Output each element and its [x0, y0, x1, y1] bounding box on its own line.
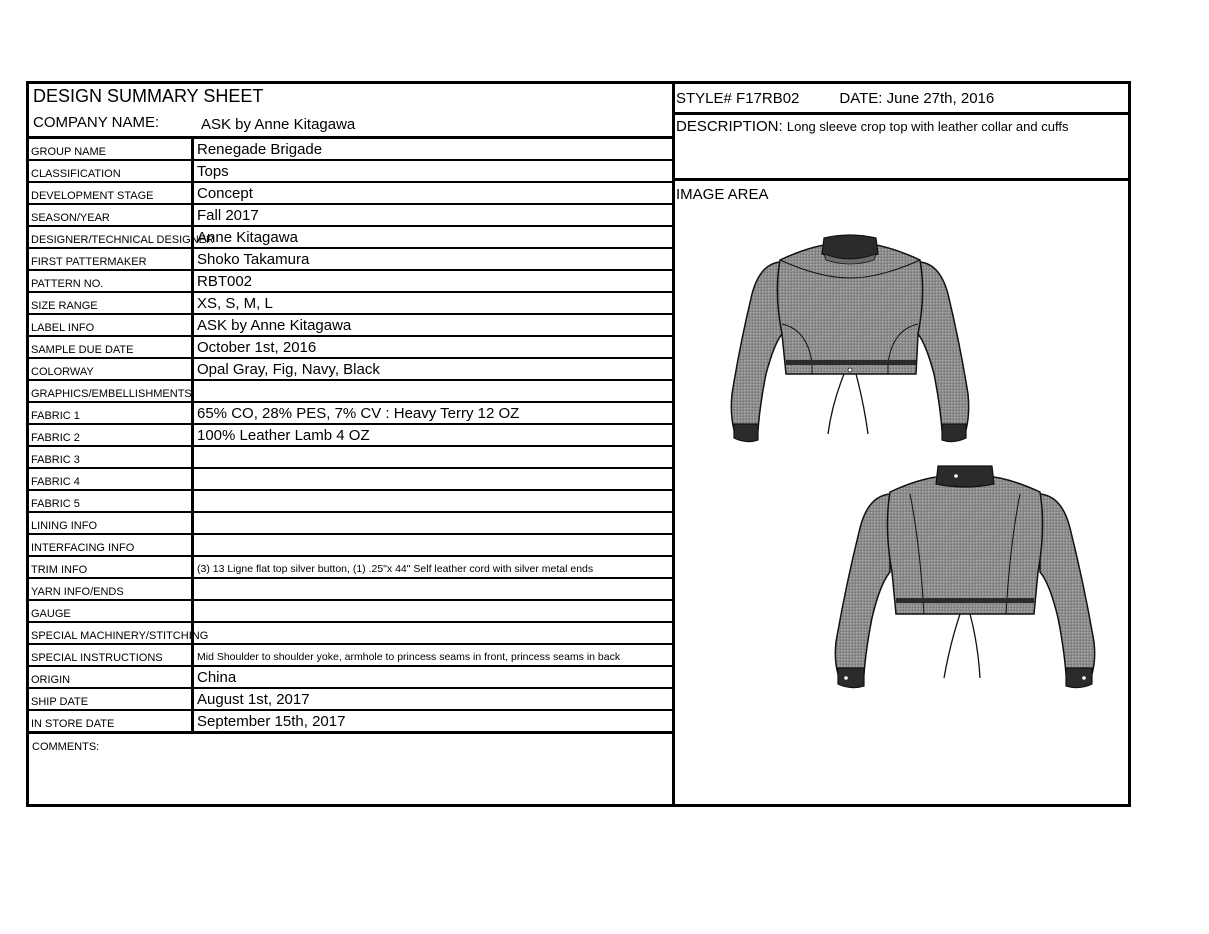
back-collar — [936, 466, 994, 487]
spec-value — [194, 579, 672, 599]
spec-row — [29, 227, 672, 249]
spec-value: 100% Leather Lamb 4 OZ — [197, 426, 370, 444]
spec-key: FIRST PATTERMAKER — [29, 249, 194, 269]
spec-value: Shoko Takamura — [197, 250, 310, 268]
spec-row — [29, 447, 672, 469]
sheet-date: DATE: June 27th, 2016 — [839, 89, 995, 107]
style-date-row — [672, 84, 1128, 115]
spec-key: IN STORE DATE — [29, 711, 194, 731]
spec-value: Fall 2017 — [197, 206, 259, 224]
front-right-sleeve — [918, 262, 969, 430]
spec-value: Anne Kitagawa — [197, 228, 298, 246]
spec-value — [194, 513, 672, 533]
spec-key: ORIGIN — [29, 667, 194, 687]
back-right-sleeve — [1040, 494, 1095, 674]
spec-value — [194, 535, 672, 555]
spec-value: RBT002 — [197, 272, 253, 290]
spec-row — [29, 623, 672, 645]
spec-key: CLASSIFICATION — [29, 161, 194, 181]
spec-key: SPECIAL MACHINERY/STITCHING — [29, 623, 194, 643]
front-drawcord — [828, 374, 868, 434]
spec-row — [29, 667, 672, 689]
spec-row — [29, 469, 672, 491]
design-summary-sheet — [26, 81, 1131, 807]
company-row — [33, 112, 676, 136]
spec-key: SPECIAL INSTRUCTIONS — [29, 645, 194, 665]
spec-value — [194, 447, 672, 467]
spec-key: SIZE RANGE — [29, 293, 194, 313]
spec-key: LABEL INFO — [29, 315, 194, 335]
spec-row — [29, 579, 672, 601]
spec-key: DEVELOPMENT STAGE — [29, 183, 194, 203]
spec-row — [29, 293, 672, 315]
right-panel — [672, 84, 1128, 804]
spec-row — [29, 161, 672, 183]
spec-row — [29, 381, 672, 403]
front-collar — [822, 235, 878, 259]
spec-value — [194, 623, 672, 643]
spec-key: FABRIC 4 — [29, 469, 194, 489]
spec-key: FABRIC 3 — [29, 447, 194, 467]
spec-row — [29, 183, 672, 205]
spec-row — [29, 271, 672, 293]
back-drawcord — [944, 614, 980, 678]
spec-row — [29, 689, 672, 711]
description-value: Long sleeve crop top with leather collar and cuffs — [786, 119, 1069, 134]
comments-box — [29, 739, 672, 804]
spec-row — [29, 315, 672, 337]
spec-key: SEASON/YEAR — [29, 205, 194, 225]
spec-row — [29, 139, 672, 161]
spec-key: FABRIC 1 — [29, 403, 194, 423]
spec-key: INTERFACING INFO — [29, 535, 194, 555]
spec-key: TRIM INFO — [29, 557, 194, 577]
spec-value: Concept — [197, 184, 253, 202]
spec-value: XS, S, M, L — [197, 294, 273, 312]
spec-value: Mid Shoulder to shoulder yoke, armhole to princess seams in front, princess seams in back — [197, 651, 621, 663]
style-number: STYLE# F17RB02 — [676, 89, 800, 107]
company-label: COMPANY NAME: — [33, 114, 160, 131]
image-area-label: IMAGE AREA — [676, 186, 769, 203]
spec-key: LINING INFO — [29, 513, 194, 533]
front-left-cuff — [734, 424, 758, 442]
spec-row — [29, 535, 672, 557]
spec-value: September 15th, 2017 — [197, 712, 346, 730]
spec-table — [29, 136, 672, 734]
spec-row — [29, 403, 672, 425]
front-left-sleeve — [731, 262, 782, 430]
spec-value: 65% CO, 28% PES, 7% CV : Heavy Terry 12 OZ — [197, 404, 520, 422]
spec-row — [29, 557, 672, 579]
spec-key: GROUP NAME — [29, 139, 194, 159]
spec-value: Tops — [197, 162, 229, 180]
spec-value — [194, 469, 672, 489]
garment-front-sketch — [720, 234, 980, 454]
description-label: DESCRIPTION: — [676, 118, 783, 135]
back-left-sleeve — [835, 494, 890, 674]
spec-row — [29, 645, 672, 667]
comments-label: COMMENTS: — [32, 741, 100, 753]
spec-value — [194, 381, 672, 401]
spec-key: FABRIC 5 — [29, 491, 194, 511]
spec-key: YARN INFO/ENDS — [29, 579, 194, 599]
spec-value: (3) 13 Ligne flat top silver button, (1) .25"x 44" Self leather cord with silver metal ends — [197, 563, 594, 575]
spec-row — [29, 711, 672, 734]
spec-row — [29, 337, 672, 359]
front-right-cuff — [942, 424, 966, 442]
back-right-cuff — [1066, 668, 1092, 688]
spec-row — [29, 249, 672, 271]
spec-key: PATTERN NO. — [29, 271, 194, 291]
company-value: ASK by Anne Kitagawa — [201, 116, 356, 133]
back-hem-band — [896, 598, 1034, 603]
spec-key: SHIP DATE — [29, 689, 194, 709]
spec-value: Renegade Brigade — [197, 140, 323, 158]
spec-row — [29, 425, 672, 447]
spec-key: FABRIC 2 — [29, 425, 194, 445]
back-left-cuff — [838, 668, 864, 688]
spec-value — [194, 601, 672, 621]
image-area — [672, 184, 1128, 804]
spec-row — [29, 513, 672, 535]
spec-value: August 1st, 2017 — [197, 690, 310, 708]
front-hem-band — [786, 360, 916, 365]
spec-value: ASK by Anne Kitagawa — [197, 316, 352, 334]
spec-key: GAUGE — [29, 601, 194, 621]
spec-row — [29, 601, 672, 623]
spec-row — [29, 359, 672, 381]
spec-key: DESIGNER/TECHNICAL DESIGNER — [29, 227, 194, 247]
description-box — [672, 115, 1128, 181]
spec-value: Opal Gray, Fig, Navy, Black — [197, 360, 380, 378]
garment-back-sketch — [820, 464, 1110, 704]
sheet-title: DESIGN SUMMARY SHEET — [33, 86, 264, 106]
spec-value: China — [197, 668, 237, 686]
spec-row — [29, 205, 672, 227]
spec-row — [29, 491, 672, 513]
spec-value — [194, 491, 672, 511]
spec-key: GRAPHICS/EMBELLISHMENTS — [29, 381, 194, 401]
spec-key: COLORWAY — [29, 359, 194, 379]
spec-key: SAMPLE DUE DATE — [29, 337, 194, 357]
spec-value: October 1st, 2016 — [197, 338, 317, 356]
left-panel — [29, 84, 675, 804]
